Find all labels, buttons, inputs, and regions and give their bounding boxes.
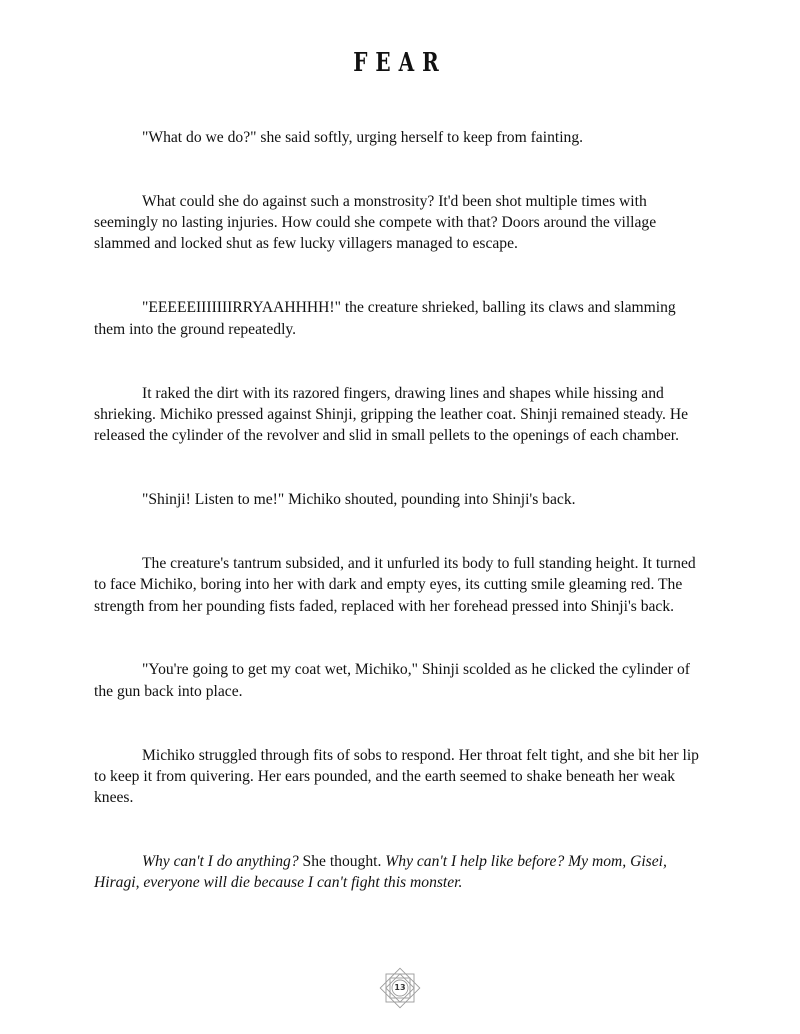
paragraph: It raked the dirt with its razored fingers, drawing lines and shapes while hissing and shrieking. Michiko pressed against Shinji, gripping the leather coat. Shinji remained steady. He released the cylinder of the revolver and slid in small pellets to the openings of each chamber. bbox=[94, 384, 689, 445]
inner-thought: Why can't I help like before? My mom, Gisei, Hiragi, everyone will die because I can't fight this monster. bbox=[94, 853, 667, 892]
paragraph: "Shinji! Listen to me!" Michiko shouted, pounding into Shinji's back. bbox=[142, 491, 576, 509]
narration: She thought. bbox=[298, 853, 386, 871]
paragraph: The creature's tantrum subsided, and it unfurled its body to full standing height. It turned to face Michiko, boring into her with dark and empty eyes, its cutting smile gleaming red. The strength from her pounding fists faded, replaced with her forehead pressed into Shinji's back. bbox=[94, 554, 696, 615]
paragraph: "EEEEEIIIIIIIRRYAAHHHH!" the creature shrieked, balling its claws and slamming them into the ground repeatedly. bbox=[94, 299, 676, 338]
paragraph: What could she do against such a monstrosity? It'd been shot multiple times with seemingly no lasting injuries. How could she compete with that? Doors around the village slammed and locked shut as few lucky villagers managed to escape. bbox=[94, 192, 657, 253]
body-text bbox=[94, 127, 708, 894]
final-paragraph bbox=[94, 851, 708, 894]
page-number-badge bbox=[378, 966, 422, 1010]
paragraph: Michiko struggled through fits of sobs to respond. Her throat felt tight, and she bit her lip to keep it from quivering. Her ears pounded, and the earth seemed to shake beneath her weak knees. bbox=[94, 746, 699, 807]
page-header: FEAR bbox=[353, 46, 447, 78]
paragraph: "What do we do?" she said softly, urging herself to keep from fainting. bbox=[142, 129, 584, 146]
inner-thought: Why can't I do anything? bbox=[142, 853, 299, 871]
page-number: 13 bbox=[394, 983, 406, 992]
paragraph: "You're going to get my coat wet, Michiko," Shinji scolded as he clicked the cylinder of the gun back into place. bbox=[94, 661, 690, 700]
